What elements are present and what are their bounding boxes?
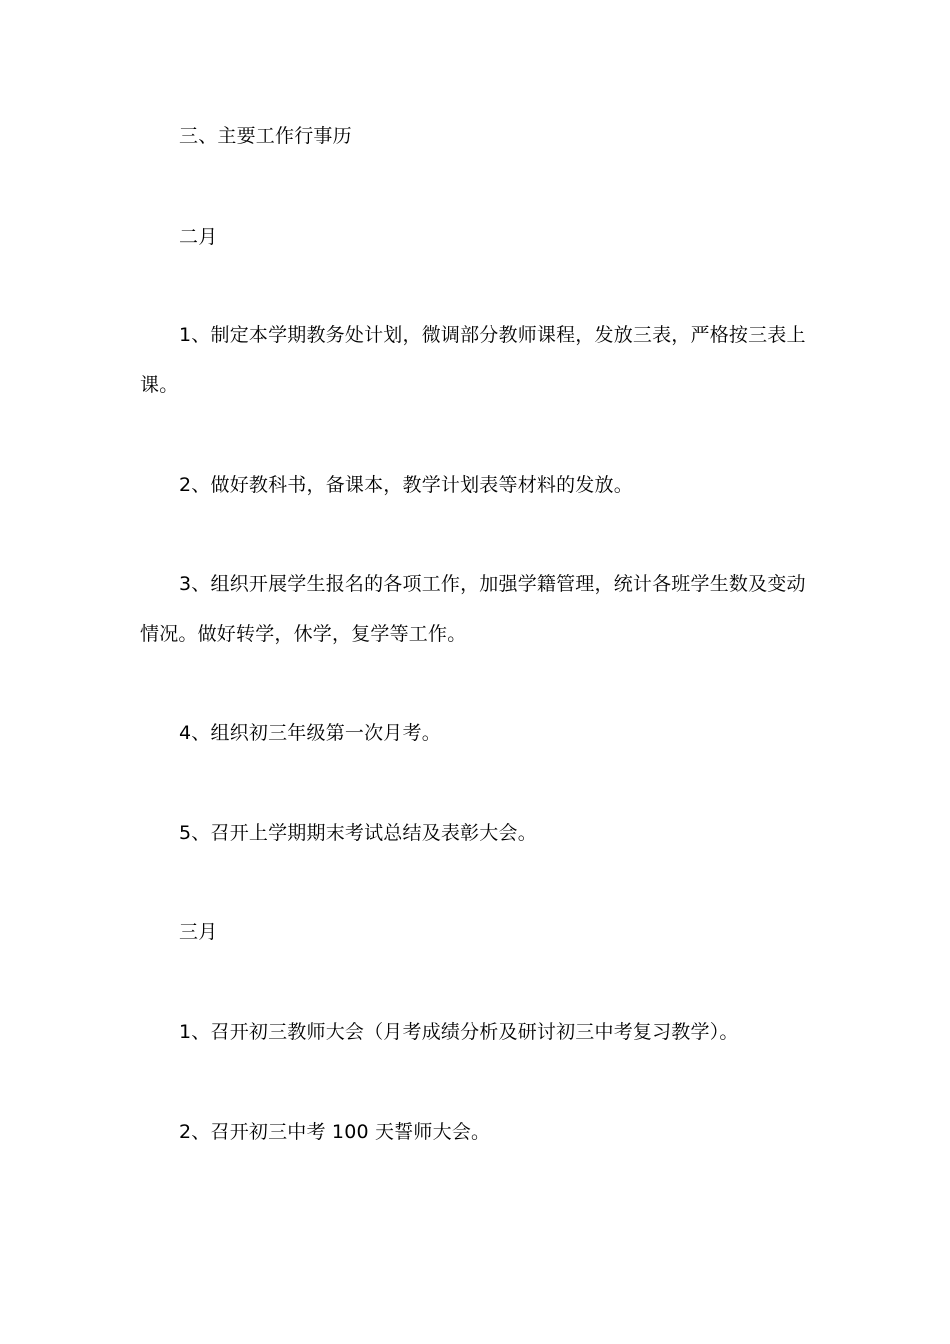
feb-item-1-line-1: 1、制定本学期教务处计划，微调部分教师课程，发放三表，严格按三表上 [179,324,806,346]
feb-item-2: 2、做好教科书，备课本，教学计划表等材料的发放。 [179,474,633,496]
feb-item-3-line-1: 3、组织开展学生报名的各项工作，加强学籍管理，统计各班学生数及变动 [179,573,806,595]
mar-item-2: 2、召开初三中考 100 天誓师大会。 [179,1121,491,1143]
month-heading-march: 三月 [179,921,218,943]
feb-item-1-line-2: 课。 [140,374,179,396]
feb-item-3-line-2: 情况。做好转学，休学，复学等工作。 [140,623,467,645]
feb-item-4: 4、组织初三年级第一次月考。 [179,722,441,744]
feb-item-5: 5、召开上学期期末考试总结及表彰大会。 [179,822,537,844]
month-heading-february: 二月 [179,226,218,248]
section-heading: 三、主要工作行事历 [179,125,352,147]
mar-item-1: 1、召开初三教师大会（月考成绩分析及研讨初三中考复习教学）。 [179,1021,739,1043]
